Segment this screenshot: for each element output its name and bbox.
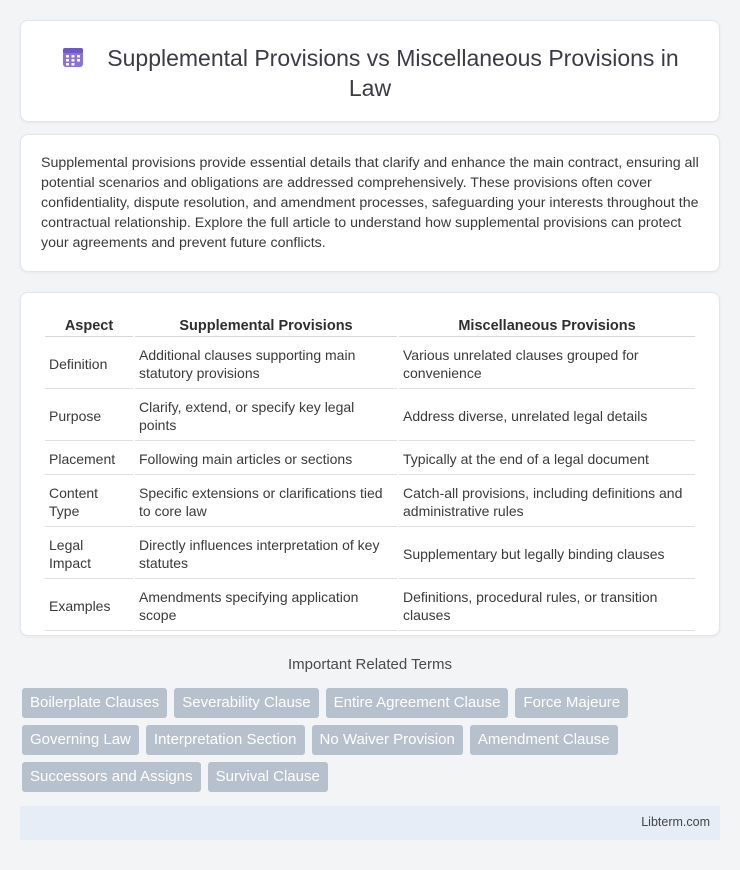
cell-supplemental: Directly influences interpretation of key statutes (135, 529, 397, 579)
footer (20, 806, 720, 840)
page-title-row (21, 43, 719, 103)
comparison-table-card (20, 292, 720, 636)
table-row (45, 581, 695, 631)
cell-aspect: Purpose (45, 391, 133, 441)
comparison-table (43, 313, 697, 633)
related-term-tag[interactable]: Governing Law (22, 725, 139, 755)
intro-text: Supplemental provisions provide essential details that clarify and enhance the main contract, ensuring all potential scenarios and obligations are addressed comprehensively. These provisions often cover confidentiality, dispute resolution, and amendment processes, safeguarding your interests throughout the contractual relationship. Explore the full article to understand how supplemental provisions can protect your agreements and prevent future conflicts. (41, 155, 699, 251)
related-term-tag[interactable]: Interpretation Section (146, 725, 305, 755)
header-miscellaneous: Miscellaneous Provisions (399, 315, 695, 337)
header-aspect: Aspect (45, 315, 133, 337)
footer-site-link[interactable]: Libterm.com (641, 815, 710, 829)
related-term-tag[interactable]: Force Majeure (515, 688, 628, 718)
cell-aspect: Placement (45, 443, 133, 475)
related-term-tag[interactable]: Survival Clause (208, 762, 328, 792)
table-row (45, 529, 695, 579)
cell-supplemental: Additional clauses supporting main statutory provisions (135, 339, 397, 389)
cell-miscellaneous: Definitions, procedural rules, or transition clauses (399, 581, 695, 631)
intro-card (20, 134, 720, 272)
cell-aspect: Legal Impact (45, 529, 133, 579)
related-terms-list (22, 688, 712, 792)
related-term-tag[interactable]: Amendment Clause (470, 725, 618, 755)
table-row (45, 391, 695, 441)
related-terms-heading: Important Related Terms (288, 656, 452, 673)
related-term-tag[interactable]: Boilerplate Clauses (22, 688, 167, 718)
related-term-tag[interactable]: Severability Clause (174, 688, 318, 718)
cell-supplemental: Amendments specifying application scope (135, 581, 397, 631)
cell-miscellaneous: Address diverse, unrelated legal details (399, 391, 695, 441)
cell-supplemental: Following main articles or sections (135, 443, 397, 475)
table-row (45, 477, 695, 527)
cell-aspect: Content Type (45, 477, 133, 527)
page-title: Supplemental Provisions vs Miscellaneous Provisions in Law (107, 45, 679, 101)
cell-aspect: Examples (45, 581, 133, 631)
cell-aspect: Definition (45, 339, 133, 389)
header-card (20, 20, 720, 122)
cell-supplemental: Clarify, extend, or specify key legal points (135, 391, 397, 441)
calendar-icon (61, 45, 85, 69)
table-row (45, 443, 695, 475)
cell-miscellaneous: Catch-all provisions, including definitions and administrative rules (399, 477, 695, 527)
header-supplemental: Supplemental Provisions (135, 315, 397, 337)
table-row (45, 339, 695, 389)
cell-miscellaneous: Various unrelated clauses grouped for convenience (399, 339, 695, 389)
cell-supplemental: Specific extensions or clarifications tied to core law (135, 477, 397, 527)
table-header-row (45, 315, 695, 337)
related-term-tag[interactable]: No Waiver Provision (312, 725, 463, 755)
related-term-tag[interactable]: Entire Agreement Clause (326, 688, 509, 718)
cell-miscellaneous: Typically at the end of a legal document (399, 443, 695, 475)
cell-miscellaneous: Supplementary but legally binding clauses (399, 529, 695, 579)
related-term-tag[interactable]: Successors and Assigns (22, 762, 201, 792)
